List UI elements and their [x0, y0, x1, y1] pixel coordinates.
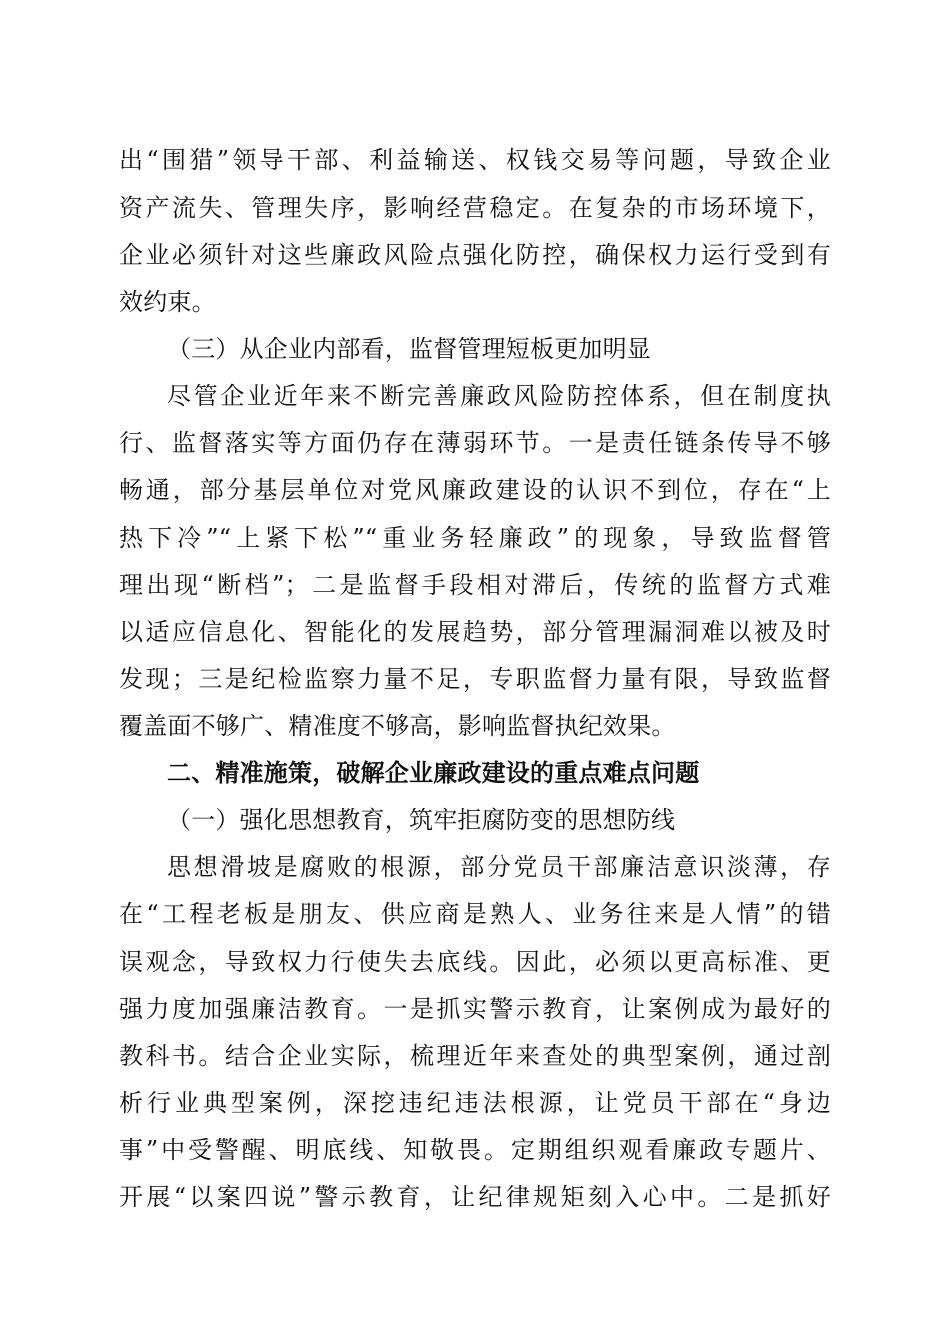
body-text-line: 发现；三是纪检监察力量不足，专职监督力量有限，导致监督: [119, 665, 831, 693]
body-text-line: 热下冷”“上紧下松”“重业务轻廉政”的现象，导致监督管: [119, 524, 831, 552]
body-text-line: 畅通，部分基层单位对党风廉政建设的认识不到位，存在“上: [119, 476, 831, 504]
section-subheading-3: （三）从企业内部看，监督管理短板更加明显: [167, 335, 651, 363]
body-text-line: 开展“以案四说”警示教育，让纪律规矩刻入心中。二是抓好: [119, 1183, 831, 1211]
body-text-line: 事”中受警醒、明底线、知敬畏。定期组织观看廉政专题片、: [119, 1136, 831, 1164]
body-text-line: 效约束。: [119, 288, 216, 316]
section-heading-2: 二、精准施策，破解企业廉政建设的重点难点问题: [167, 759, 700, 787]
body-text-line: 教科书。结合企业实际，梳理近年来查处的典型案例，通过剖: [119, 1042, 831, 1070]
section-subheading-1: （一）强化思想教育，筑牢拒腐防变的思想防线: [167, 806, 676, 834]
body-text-line: 思想滑坡是腐败的根源，部分党员干部廉洁意识淡薄，存: [167, 853, 831, 881]
body-text-line: 覆盖面不够广、精准度不够高，影响监督执纪效果。: [119, 712, 676, 740]
body-text-line: 企业必须针对这些廉政风险点强化防控，确保权力运行受到有: [119, 241, 831, 269]
body-text-line: 资产流失、管理失序，影响经营稳定。在复杂的市场环境下，: [119, 194, 831, 222]
body-text-line: 误观念，导致权力行使失去底线。因此，必须以更高标准、更: [119, 948, 831, 976]
body-text-line: 理出现“断档”；二是监督手段相对滞后，传统的监督方式难: [119, 571, 831, 599]
body-text-line: 在“工程老板是朋友、供应商是熟人、业务往来是人情”的错: [119, 900, 831, 928]
body-text-line: 尽管企业近年来不断完善廉政风险防控体系，但在制度执: [167, 382, 831, 410]
body-text-line: 出“围猎”领导干部、利益输送、权钱交易等问题，导致企业: [119, 146, 831, 174]
body-text-line: 以适应信息化、智能化的发展趋势，部分管理漏洞难以被及时: [119, 618, 831, 646]
body-text-line: 强力度加强廉洁教育。一是抓实警示教育，让案例成为最好的: [119, 995, 831, 1023]
body-text-line: 析行业典型案例，深挖违纪违法根源，让党员干部在“身边: [119, 1089, 831, 1117]
body-text-line: 行、监督落实等方面仍存在薄弱环节。一是责任链条传导不够: [119, 429, 831, 457]
